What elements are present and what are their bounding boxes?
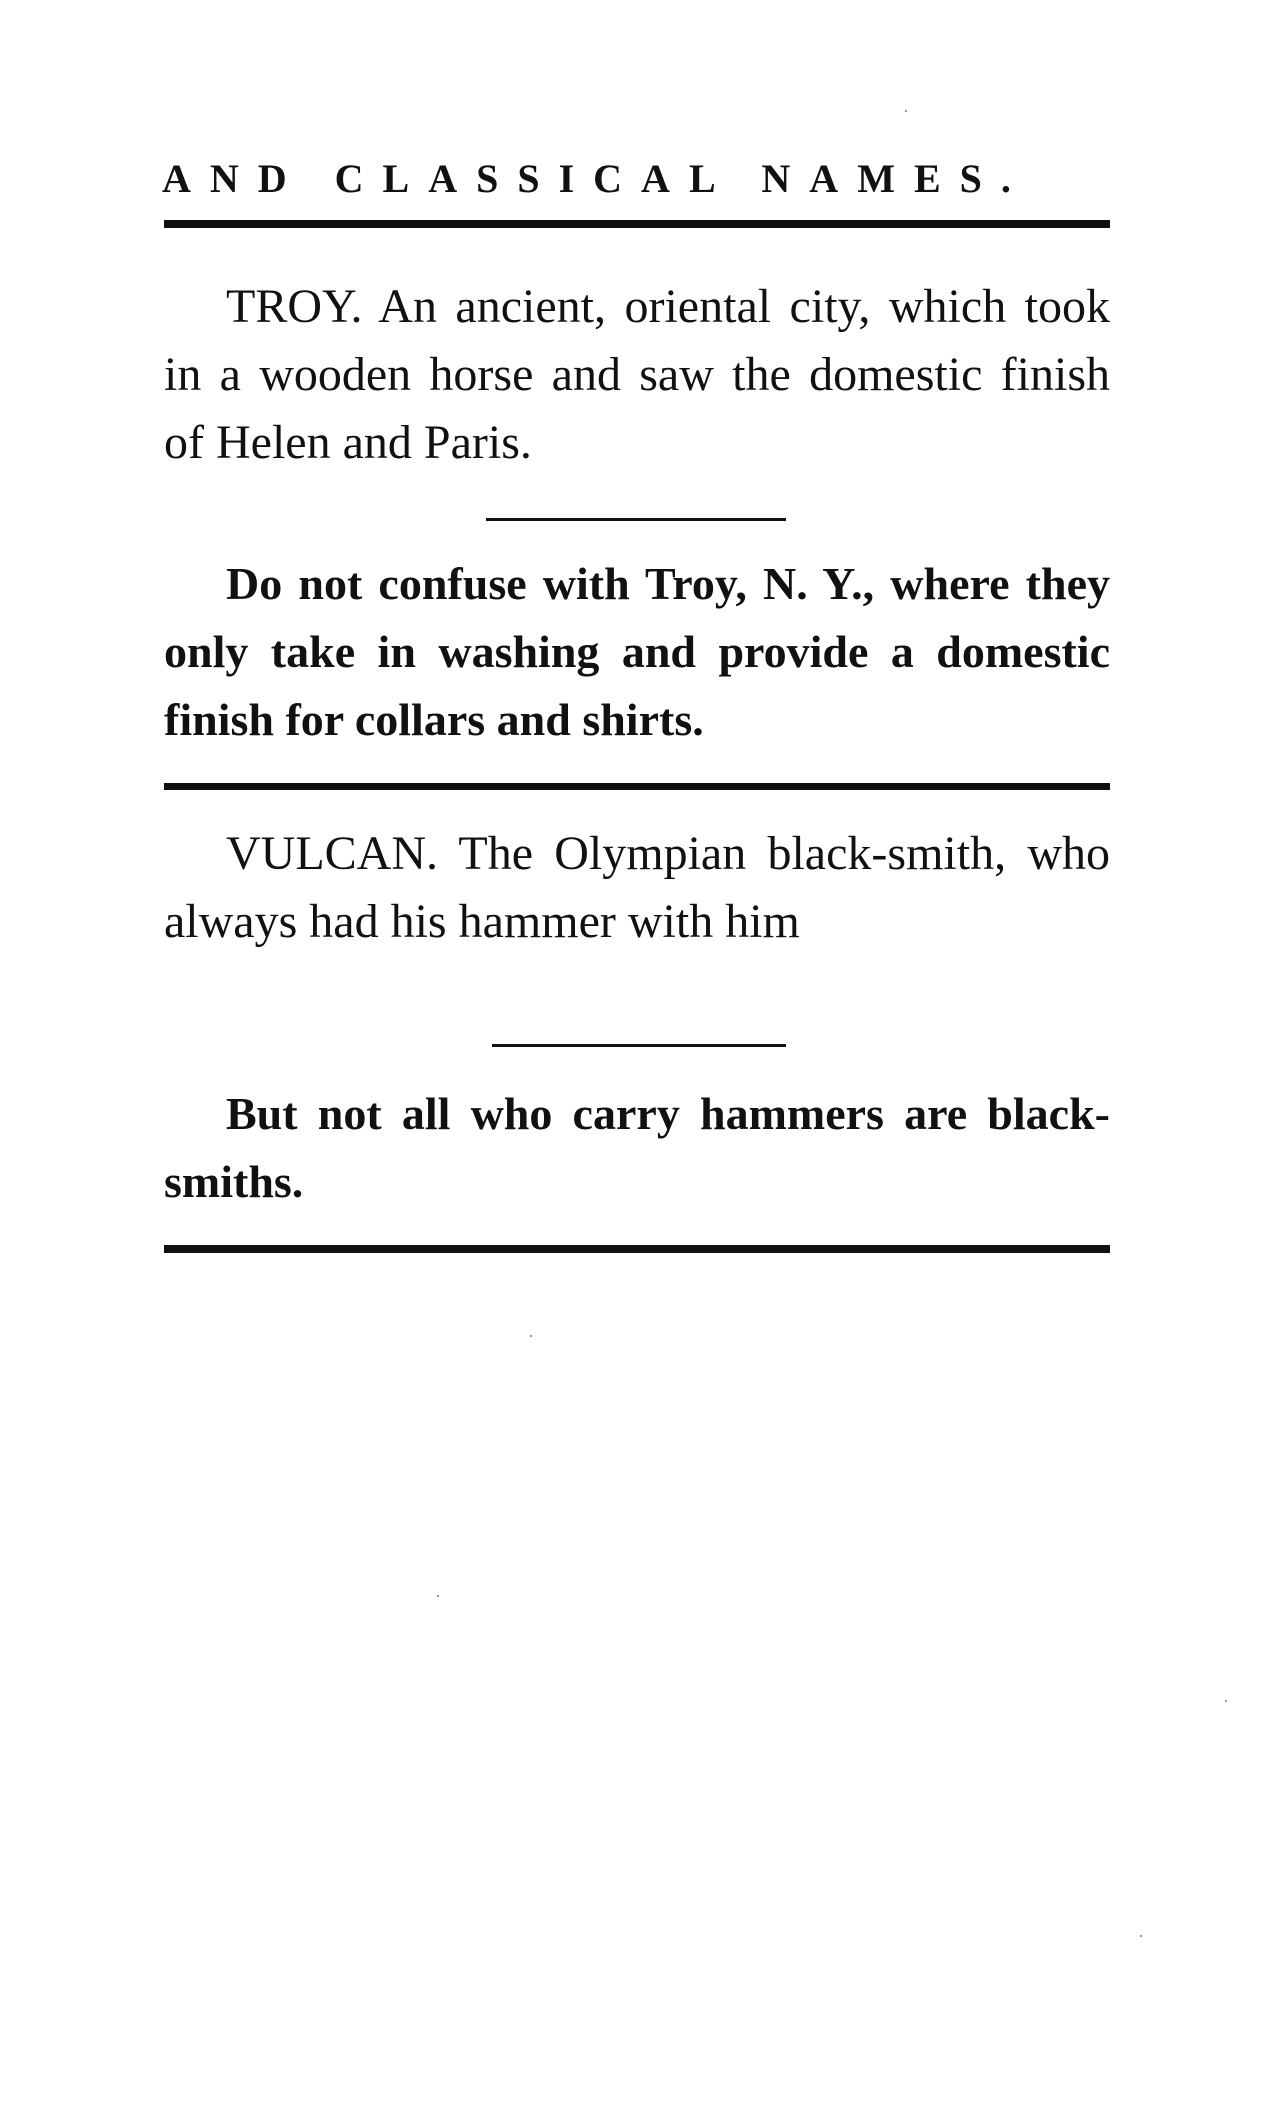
section-divider bbox=[486, 518, 786, 521]
entry-comment-text: Do not confuse with Troy, N. Y., where they only take in washing and provide a domestic finish for collars and shirts. bbox=[164, 558, 1110, 745]
scan-speck bbox=[530, 1335, 532, 1337]
entry-definition-text: TROY. An ancient, oriental city, which took in a wooden horse and saw the domestic finish of Helen and Paris. bbox=[164, 280, 1110, 469]
header-rule bbox=[164, 220, 1110, 228]
entry-definition-text: VULCAN. The Olympian black-smith, who always had his hammer with him bbox=[164, 827, 1110, 948]
section-divider bbox=[492, 1044, 786, 1047]
entry-definition-vulcan bbox=[164, 820, 1110, 956]
scan-speck bbox=[1225, 1700, 1227, 1702]
running-head: AND CLASSICAL NAMES. bbox=[162, 156, 1030, 201]
entry-comment-troy bbox=[164, 550, 1110, 754]
scan-speck bbox=[1140, 1935, 1142, 1937]
entry-comment-text: But not all who carry hammers are black-smiths. bbox=[164, 1088, 1110, 1207]
footer-rule bbox=[164, 1245, 1110, 1253]
scan-speck bbox=[905, 110, 907, 112]
scan-speck bbox=[437, 1595, 439, 1597]
entry-definition-troy bbox=[164, 273, 1110, 477]
entry-separator-rule bbox=[164, 783, 1110, 790]
entry-comment-vulcan bbox=[164, 1080, 1110, 1216]
